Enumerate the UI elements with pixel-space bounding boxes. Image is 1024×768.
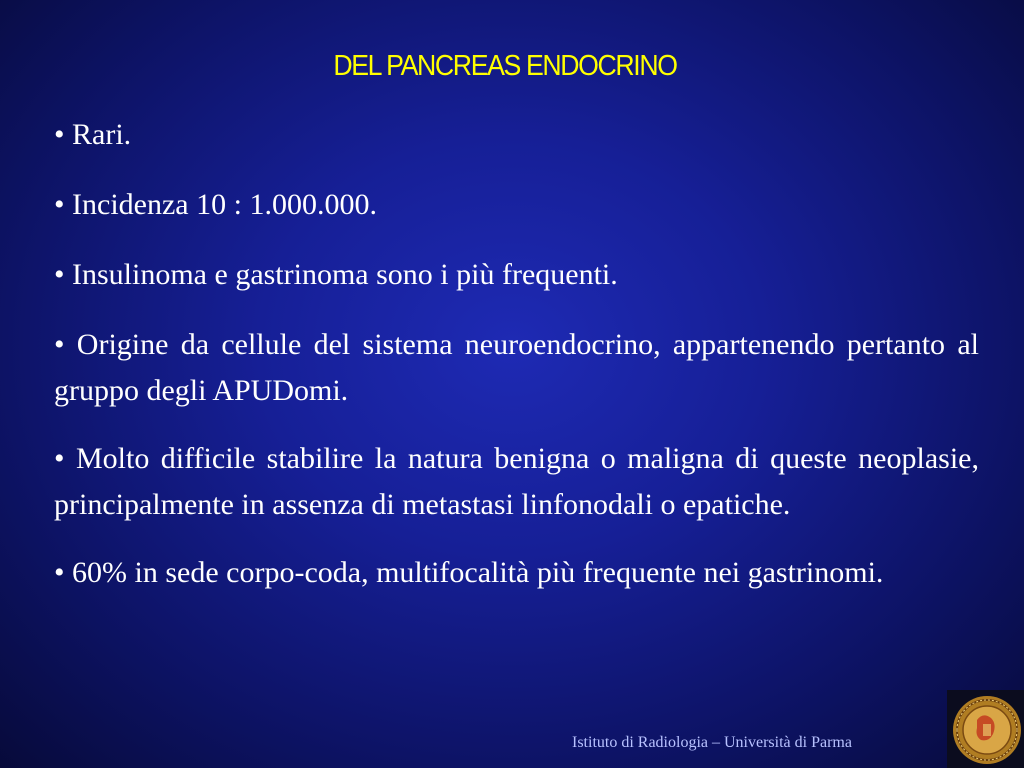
bullet-item: • 60% in sede corpo-coda, multifocalità più frequente nei gastrinomi. xyxy=(54,550,979,596)
slide-title: DEL PANCREAS ENDOCRINO xyxy=(333,50,677,82)
university-seal-icon xyxy=(947,690,1024,768)
bullet-item: • Rari. xyxy=(54,112,979,158)
bullet-item: • Origine da cellule del sistema neuroendocrino, appartenendo pertanto al gruppo degli APUDomi. xyxy=(54,322,979,414)
bullet-list xyxy=(54,112,979,620)
bullet-item: • Incidenza 10 : 1.000.000. xyxy=(54,182,979,228)
bullet-item: • Molto difficile stabilire la natura benigna o maligna di queste neoplasie, principalmente in assenza di metastasi linfonodali o epatiche. xyxy=(54,436,979,528)
footer-institution: Istituto di Radiologia – Università di Parma xyxy=(572,734,852,751)
bullet-item: • Insulinoma e gastrinoma sono i più frequenti. xyxy=(54,252,979,298)
